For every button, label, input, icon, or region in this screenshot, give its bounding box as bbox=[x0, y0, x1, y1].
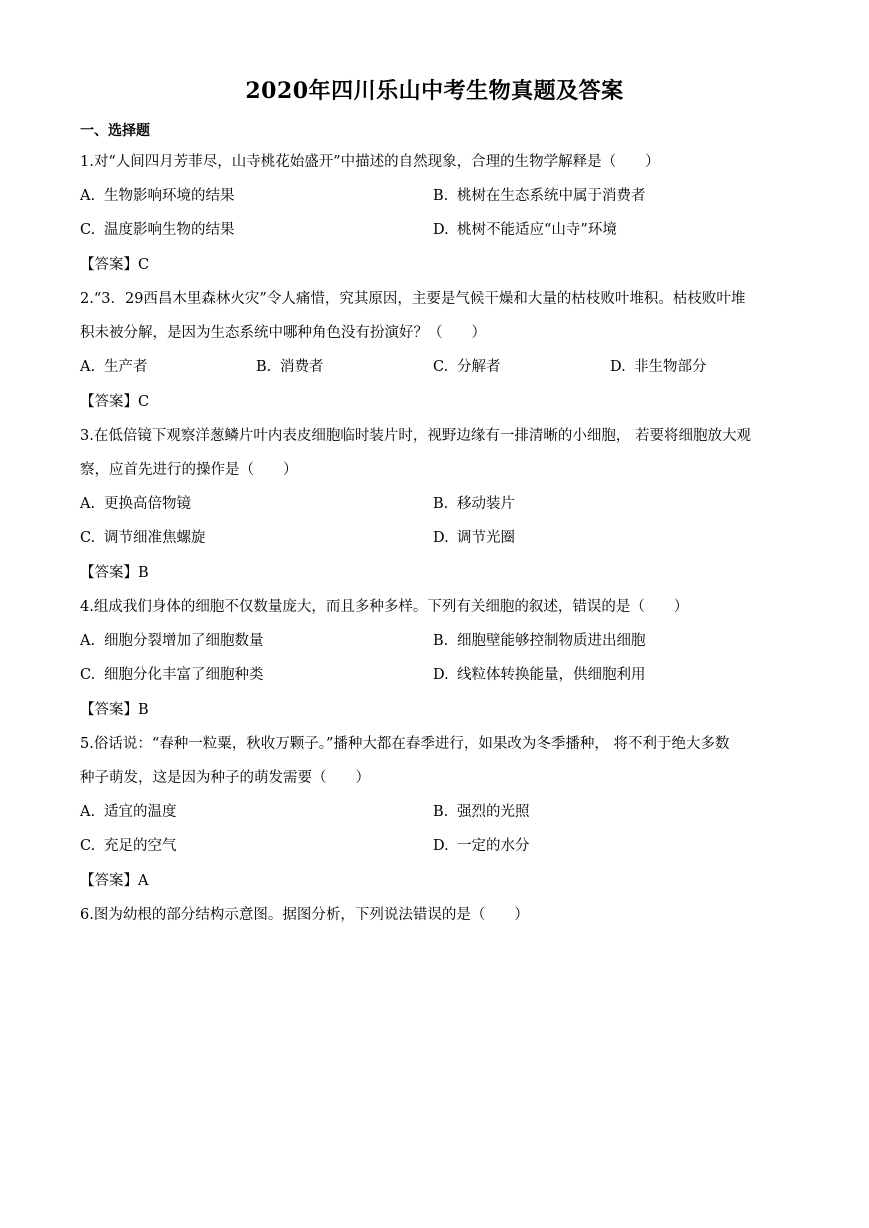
option-text: 一定的水分 bbox=[457, 838, 530, 854]
question-4-stem: 4.组成我们身体的细胞不仅数量庞大，而且多种多样。下列有关细胞的叙述，错误的是（ ） bbox=[80, 599, 689, 615]
question-4-option-a bbox=[80, 631, 264, 651]
option-letter: D. bbox=[433, 222, 449, 238]
question-1-answer: 【答案】C bbox=[80, 257, 150, 273]
option-text: 分解者 bbox=[457, 359, 501, 375]
question-6-stem: 6.图为幼根的部分结构示意图。据图分析，下列说法错误的是（ ） bbox=[80, 907, 529, 923]
question-2-stem-line-2: 积未被分解，是因为生态系统中哪种角色没有扮演好？（ ） bbox=[80, 325, 486, 341]
question-2-option-b bbox=[256, 357, 324, 377]
question-2-option-d bbox=[610, 357, 707, 377]
option-text: 非生物部分 bbox=[634, 359, 707, 375]
option-text: 桃树在生态系统中属于消费者 bbox=[457, 188, 646, 204]
option-letter: B. bbox=[433, 188, 449, 204]
option-letter: A. bbox=[80, 496, 96, 512]
question-4-option-b bbox=[433, 631, 646, 651]
option-text: 细胞分化丰富了细胞种类 bbox=[104, 667, 264, 683]
question-5-answer: 【答案】A bbox=[80, 873, 149, 889]
question-2-option-a bbox=[80, 357, 148, 377]
question-5-stem-line-1: 5.俗话说：“春种一粒粟，秋收万颗子。”播种大都在春季进行，如果改为冬季播种， 将不利于绝大多数 bbox=[80, 736, 730, 752]
option-letter: A. bbox=[80, 804, 96, 820]
section-heading: 一、选择题 bbox=[80, 123, 150, 139]
option-text: 充足的空气 bbox=[104, 838, 177, 854]
option-letter: C. bbox=[80, 222, 96, 238]
question-1-option-d bbox=[433, 220, 617, 240]
question-3-option-d bbox=[433, 528, 515, 548]
option-letter: A. bbox=[80, 359, 96, 375]
question-2-stem-line-1: 2.“3．29西昌木里森林火灾”令人痛惜，究其原因，主要是气候干燥和大量的枯枝败叶堆积。枯枝败叶堆 bbox=[80, 291, 746, 307]
question-5-stem-line-2: 种子萌发，这是因为种子的萌发需要（ ） bbox=[80, 770, 370, 786]
question-3-option-c bbox=[80, 528, 206, 548]
option-letter: C. bbox=[80, 530, 96, 546]
option-text: 温度影响生物的结果 bbox=[104, 222, 235, 238]
option-letter: B. bbox=[256, 359, 272, 375]
option-text: 移动装片 bbox=[457, 496, 515, 512]
option-letter: D. bbox=[433, 530, 449, 546]
option-letter: D. bbox=[433, 838, 449, 854]
option-text: 消费者 bbox=[280, 359, 324, 375]
option-text: 适宜的温度 bbox=[104, 804, 177, 820]
option-letter: B. bbox=[433, 804, 449, 820]
question-3-answer: 【答案】B bbox=[80, 565, 149, 581]
page-title: 2020年四川乐山中考生物真题及答案 bbox=[245, 78, 624, 104]
option-text: 生产者 bbox=[104, 359, 148, 375]
option-letter: B. bbox=[433, 496, 449, 512]
question-3-option-b bbox=[433, 494, 515, 514]
option-text: 调节光圈 bbox=[457, 530, 515, 546]
option-text: 生物影响环境的结果 bbox=[104, 188, 235, 204]
question-3-option-a bbox=[80, 494, 191, 514]
question-3-stem-line-1: 3.在低倍镜下观察洋葱鳞片叶内表皮细胞临时装片时，视野边缘有一排清晰的小细胞， 若要将细胞放大观 bbox=[80, 428, 751, 444]
question-1-option-a bbox=[80, 186, 235, 206]
question-1-option-b bbox=[433, 186, 646, 206]
option-letter: A. bbox=[80, 633, 96, 649]
option-text: 更换高倍物镜 bbox=[104, 496, 191, 512]
option-letter: C. bbox=[80, 667, 96, 683]
option-text: 调节细准焦螺旋 bbox=[104, 530, 206, 546]
question-2-option-c bbox=[433, 357, 501, 377]
question-5-option-d bbox=[433, 836, 530, 856]
question-4-answer: 【答案】B bbox=[80, 702, 149, 718]
option-letter: A. bbox=[80, 188, 96, 204]
question-2-answer: 【答案】C bbox=[80, 394, 150, 410]
question-3-stem-line-2: 察，应首先进行的操作是（ ） bbox=[80, 462, 298, 478]
option-text: 细胞壁能够控制物质进出细胞 bbox=[457, 633, 646, 649]
question-1-option-c bbox=[80, 220, 235, 240]
option-text: 细胞分裂增加了细胞数量 bbox=[104, 633, 264, 649]
option-letter: C. bbox=[433, 359, 449, 375]
question-1-stem: 1.对“人间四月芳菲尽，山寺桃花始盛开”中描述的自然现象，合理的生物学解释是（ ） bbox=[80, 154, 660, 170]
question-4-option-c bbox=[80, 665, 264, 685]
question-4-option-d bbox=[433, 665, 646, 685]
option-text: 桃树不能适应“山寺”环境 bbox=[457, 222, 617, 238]
question-5-option-b bbox=[433, 802, 530, 822]
question-5-option-a bbox=[80, 802, 177, 822]
option-letter: D. bbox=[433, 667, 449, 683]
option-letter: C. bbox=[80, 838, 96, 854]
option-text: 线粒体转换能量，供细胞利用 bbox=[457, 667, 646, 683]
question-5-option-c bbox=[80, 836, 177, 856]
option-letter: B. bbox=[433, 633, 449, 649]
option-text: 强烈的光照 bbox=[457, 804, 530, 820]
option-letter: D. bbox=[610, 359, 626, 375]
